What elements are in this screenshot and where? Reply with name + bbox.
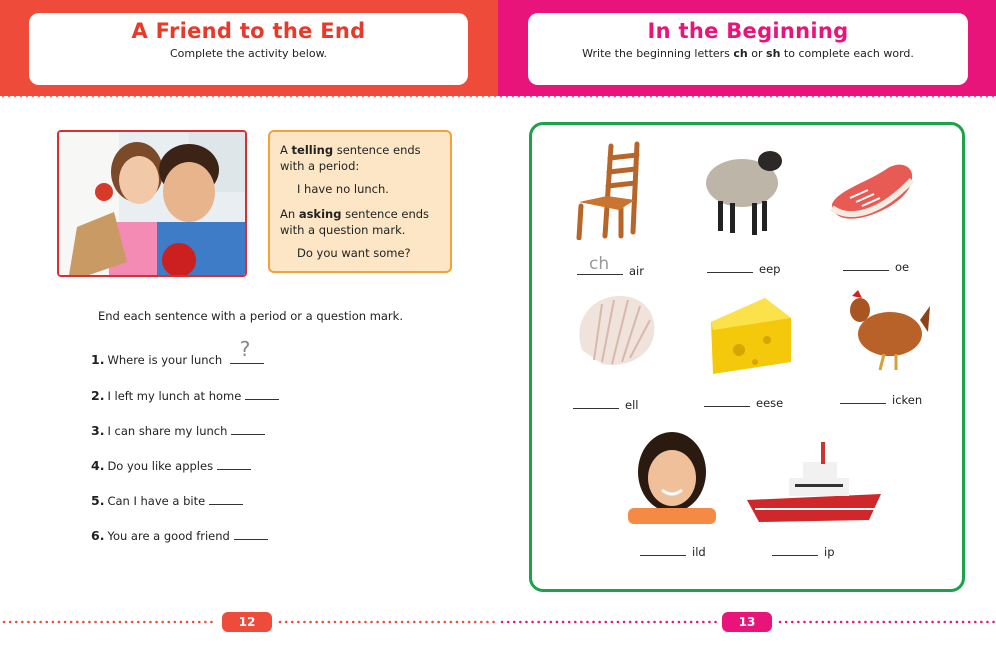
rule-text: A [280,143,292,157]
question-6 [91,527,268,543]
right-title-box [528,13,968,85]
rule-text: sentence ends with a period: [280,143,421,173]
rule-bold: telling [291,143,334,157]
question-number: 4. [91,458,105,473]
word-suffix: air [629,264,644,278]
rule-text: An [280,207,299,221]
question-number: 1. [91,352,105,367]
chicken-icon [840,286,932,374]
footer-dotted-line [0,619,996,625]
answer-blank[interactable] [217,457,251,470]
subtitle-bold-ch: ch [733,47,748,60]
page-title: In the Beginning [647,19,849,43]
question-5 [91,492,243,508]
word-suffix: ell [625,398,639,412]
word-sheep [707,260,780,276]
subtitle-text: Write the beginning letters [582,47,734,60]
rule-text: sentence ends with a question mark. [280,207,430,237]
word-suffix: eep [759,262,781,276]
telling-example: I have no lunch. [297,182,389,196]
traced-answer: ? [239,337,251,361]
letter-blank[interactable] [640,543,686,556]
letter-blank[interactable] [840,391,886,404]
question-number: 2. [91,388,105,403]
traced-letters: ch [589,254,610,274]
header-scallop-edge [0,92,996,100]
question-number: 3. [91,423,105,438]
question-number: 5. [91,493,105,508]
rule-bold: asking [298,207,342,221]
question-text: You are a good friend [107,529,230,543]
question-1 [91,337,264,367]
letter-blank[interactable] [577,254,623,275]
question-3 [91,422,265,438]
question-2 [91,387,279,403]
answer-blank[interactable] [231,422,265,435]
word-ship [772,543,835,559]
shell-icon [572,290,660,370]
asking-example: Do you want some? [297,246,411,260]
question-number: 6. [91,528,105,543]
question-text: I can share my lunch [107,424,228,438]
page-number-right: 13 [722,612,772,632]
word-cheese [704,394,783,410]
word-suffix: icken [892,393,923,407]
word-chicken [840,391,922,407]
telling-rule [280,142,440,174]
left-title-box [29,13,468,85]
subtitle-bold-sh: sh [766,47,781,60]
page-subtitle: Complete the activity below. [169,47,328,60]
question-4 [91,457,251,473]
word-suffix: oe [895,260,910,274]
kids-lunch-photo [57,130,247,277]
word-suffix: ild [692,545,706,559]
letter-blank[interactable] [843,258,889,271]
answer-blank[interactable] [245,387,279,400]
shoe-icon [828,160,916,224]
word-chair [577,254,644,278]
cheese-icon [705,292,797,378]
asking-rule [280,206,440,238]
word-suffix: eese [756,396,784,410]
answer-blank[interactable] [230,337,264,364]
letter-blank[interactable] [573,396,619,409]
question-text: Do you like apples [107,459,214,473]
subtitle-text: to complete each word. [780,47,914,60]
sentence-rule-box [268,130,452,273]
word-child [640,543,706,559]
page-title: A Friend to the End [131,19,366,43]
question-text: Where is your lunch [107,353,223,367]
sheep-icon [700,143,790,238]
word-suffix: ip [824,545,835,559]
word-shell [573,396,638,412]
question-text: Can I have a bite [107,494,206,508]
letter-blank[interactable] [704,394,750,407]
answer-blank[interactable] [209,492,243,505]
page-number-left: 12 [222,612,272,632]
child-icon [622,428,722,524]
letter-blank[interactable] [772,543,818,556]
letter-blank[interactable] [707,260,753,273]
answer-blank[interactable] [234,527,268,540]
chair-icon [575,140,645,240]
subtitle-text: or [747,47,767,60]
word-shoe [843,258,909,274]
page-subtitle [528,47,968,60]
ship-icon [745,438,885,526]
instruction-text: End each sentence with a period or a question mark. [98,309,403,323]
question-text: I left my lunch at home [107,389,242,403]
